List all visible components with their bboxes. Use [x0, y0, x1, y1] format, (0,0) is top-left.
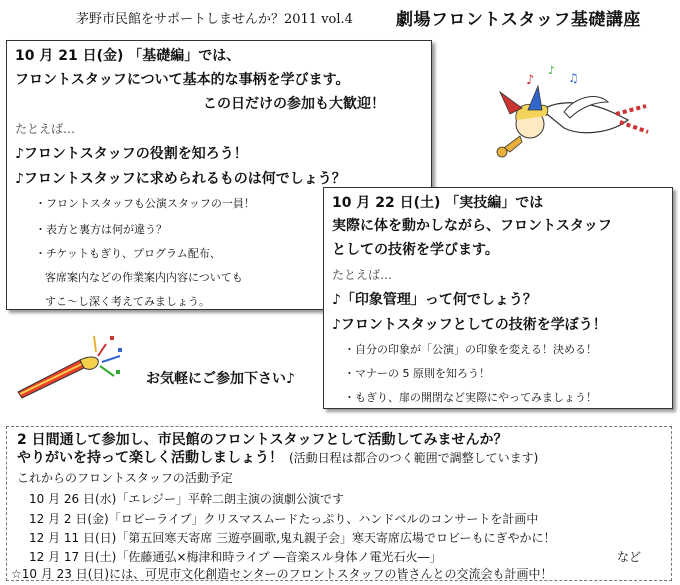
header	[0, 4, 680, 30]
basic-q1: ♪フロントスタッフの役割を知ろう！	[15, 146, 248, 162]
bottom-line2b: (活動日程は都合のつく範囲で調整しています)	[289, 451, 539, 465]
schedule-item: ☆10 月 23 日(日)には、可児市文化創造センターのフロントスタッフの皆さんとの交流会も計画中！	[11, 567, 553, 581]
svg-text:♪: ♪	[548, 64, 556, 77]
practical-bullet2: ・マナーの 5 原則を知ろう！	[344, 367, 490, 380]
basic-bullet4: 客席案内などの作業案内内容についても	[45, 271, 243, 284]
angel-illustration-icon	[480, 62, 650, 172]
party-horn-icon	[10, 326, 128, 402]
basic-line1: フロントスタッフについて基本的な事柄を学びます。	[15, 72, 350, 88]
basic-example: たとえば…	[15, 122, 76, 136]
basic-q2: ♪フロントスタッフに求められるものは何でしょう？	[15, 171, 346, 187]
header-subtitle: 茅野市民館をサポートしませんか？2011 vol.4	[76, 12, 353, 27]
practical-heading: 10 月 22 日(土) 「実技編」では	[332, 195, 544, 211]
basic-bullet1: ・フロントスタッフも公演スタッフの一員！	[35, 197, 255, 210]
schedule-item: 12 月 17 日(土)「佐藤通弘×梅津和時ライブ ―音楽スル身体ノ電光石火―」	[29, 550, 442, 564]
practical-course-box	[323, 187, 673, 409]
basic-bullet5: すこ～し深く考えてみましょう。	[45, 295, 210, 308]
practical-line1: 実際に体を動かしながら、フロントスタッフ	[332, 218, 612, 234]
schedule-title: これからのフロントスタッフの活動予定	[17, 471, 233, 485]
bottom-line1: 2 日間通して参加し、市民館のフロントスタッフとして活動してみませんか？	[17, 432, 508, 448]
basic-heading: 10 月 21 日(金) 「基礎編」では、	[15, 48, 241, 64]
call-to-action: お気軽にご参加下さい♪	[146, 371, 295, 387]
practical-line2: としての技術を学びます。	[332, 242, 499, 258]
practical-q1: ♪「印象管理」って何でしょう？	[332, 292, 537, 308]
practical-example: たとえば…	[332, 268, 393, 282]
practical-bullet3: ・もぎり、扉の開閉など実際にやってみましょう！	[344, 391, 597, 404]
svg-text:♫: ♫	[568, 71, 579, 85]
practical-bullet1: ・自分の印象が「公演」の印象を変える！決める！	[344, 343, 597, 356]
schedule-item: 12 月 11 日(日)「第五回寒天寄席 三遊亭圓歌,鬼丸親子会」寒天寄席広場でロビーもにぎやかに！	[29, 531, 556, 545]
bottom-line2a: やりがいを持って楽しく活動しましょう！	[17, 450, 283, 466]
svg-text:♪: ♪	[526, 73, 535, 88]
practical-q2: ♪フロントスタッフとしての技術を学ぼう！	[332, 317, 607, 333]
activity-schedule-box	[6, 426, 672, 581]
schedule-item: 12 月 2 日(金)「ロビーライブ」クリスマスムードたっぷり、ハンドベルのコンサートを計画中	[29, 512, 539, 526]
schedule-item: 10 月 26 日(水)「エレジー」平幹二朗主演の演劇公演です	[29, 492, 345, 506]
page-title: 劇場フロントスタッフ基礎講座	[396, 10, 641, 30]
basic-bullet2: ・表方と裏方は何が違う？	[35, 223, 167, 236]
basic-bullet3: ・チケットもぎり、プログラム配布、	[35, 247, 221, 260]
schedule-etc: など	[617, 550, 642, 564]
basic-line2: この日だけの参加も大歓迎！	[203, 96, 385, 112]
